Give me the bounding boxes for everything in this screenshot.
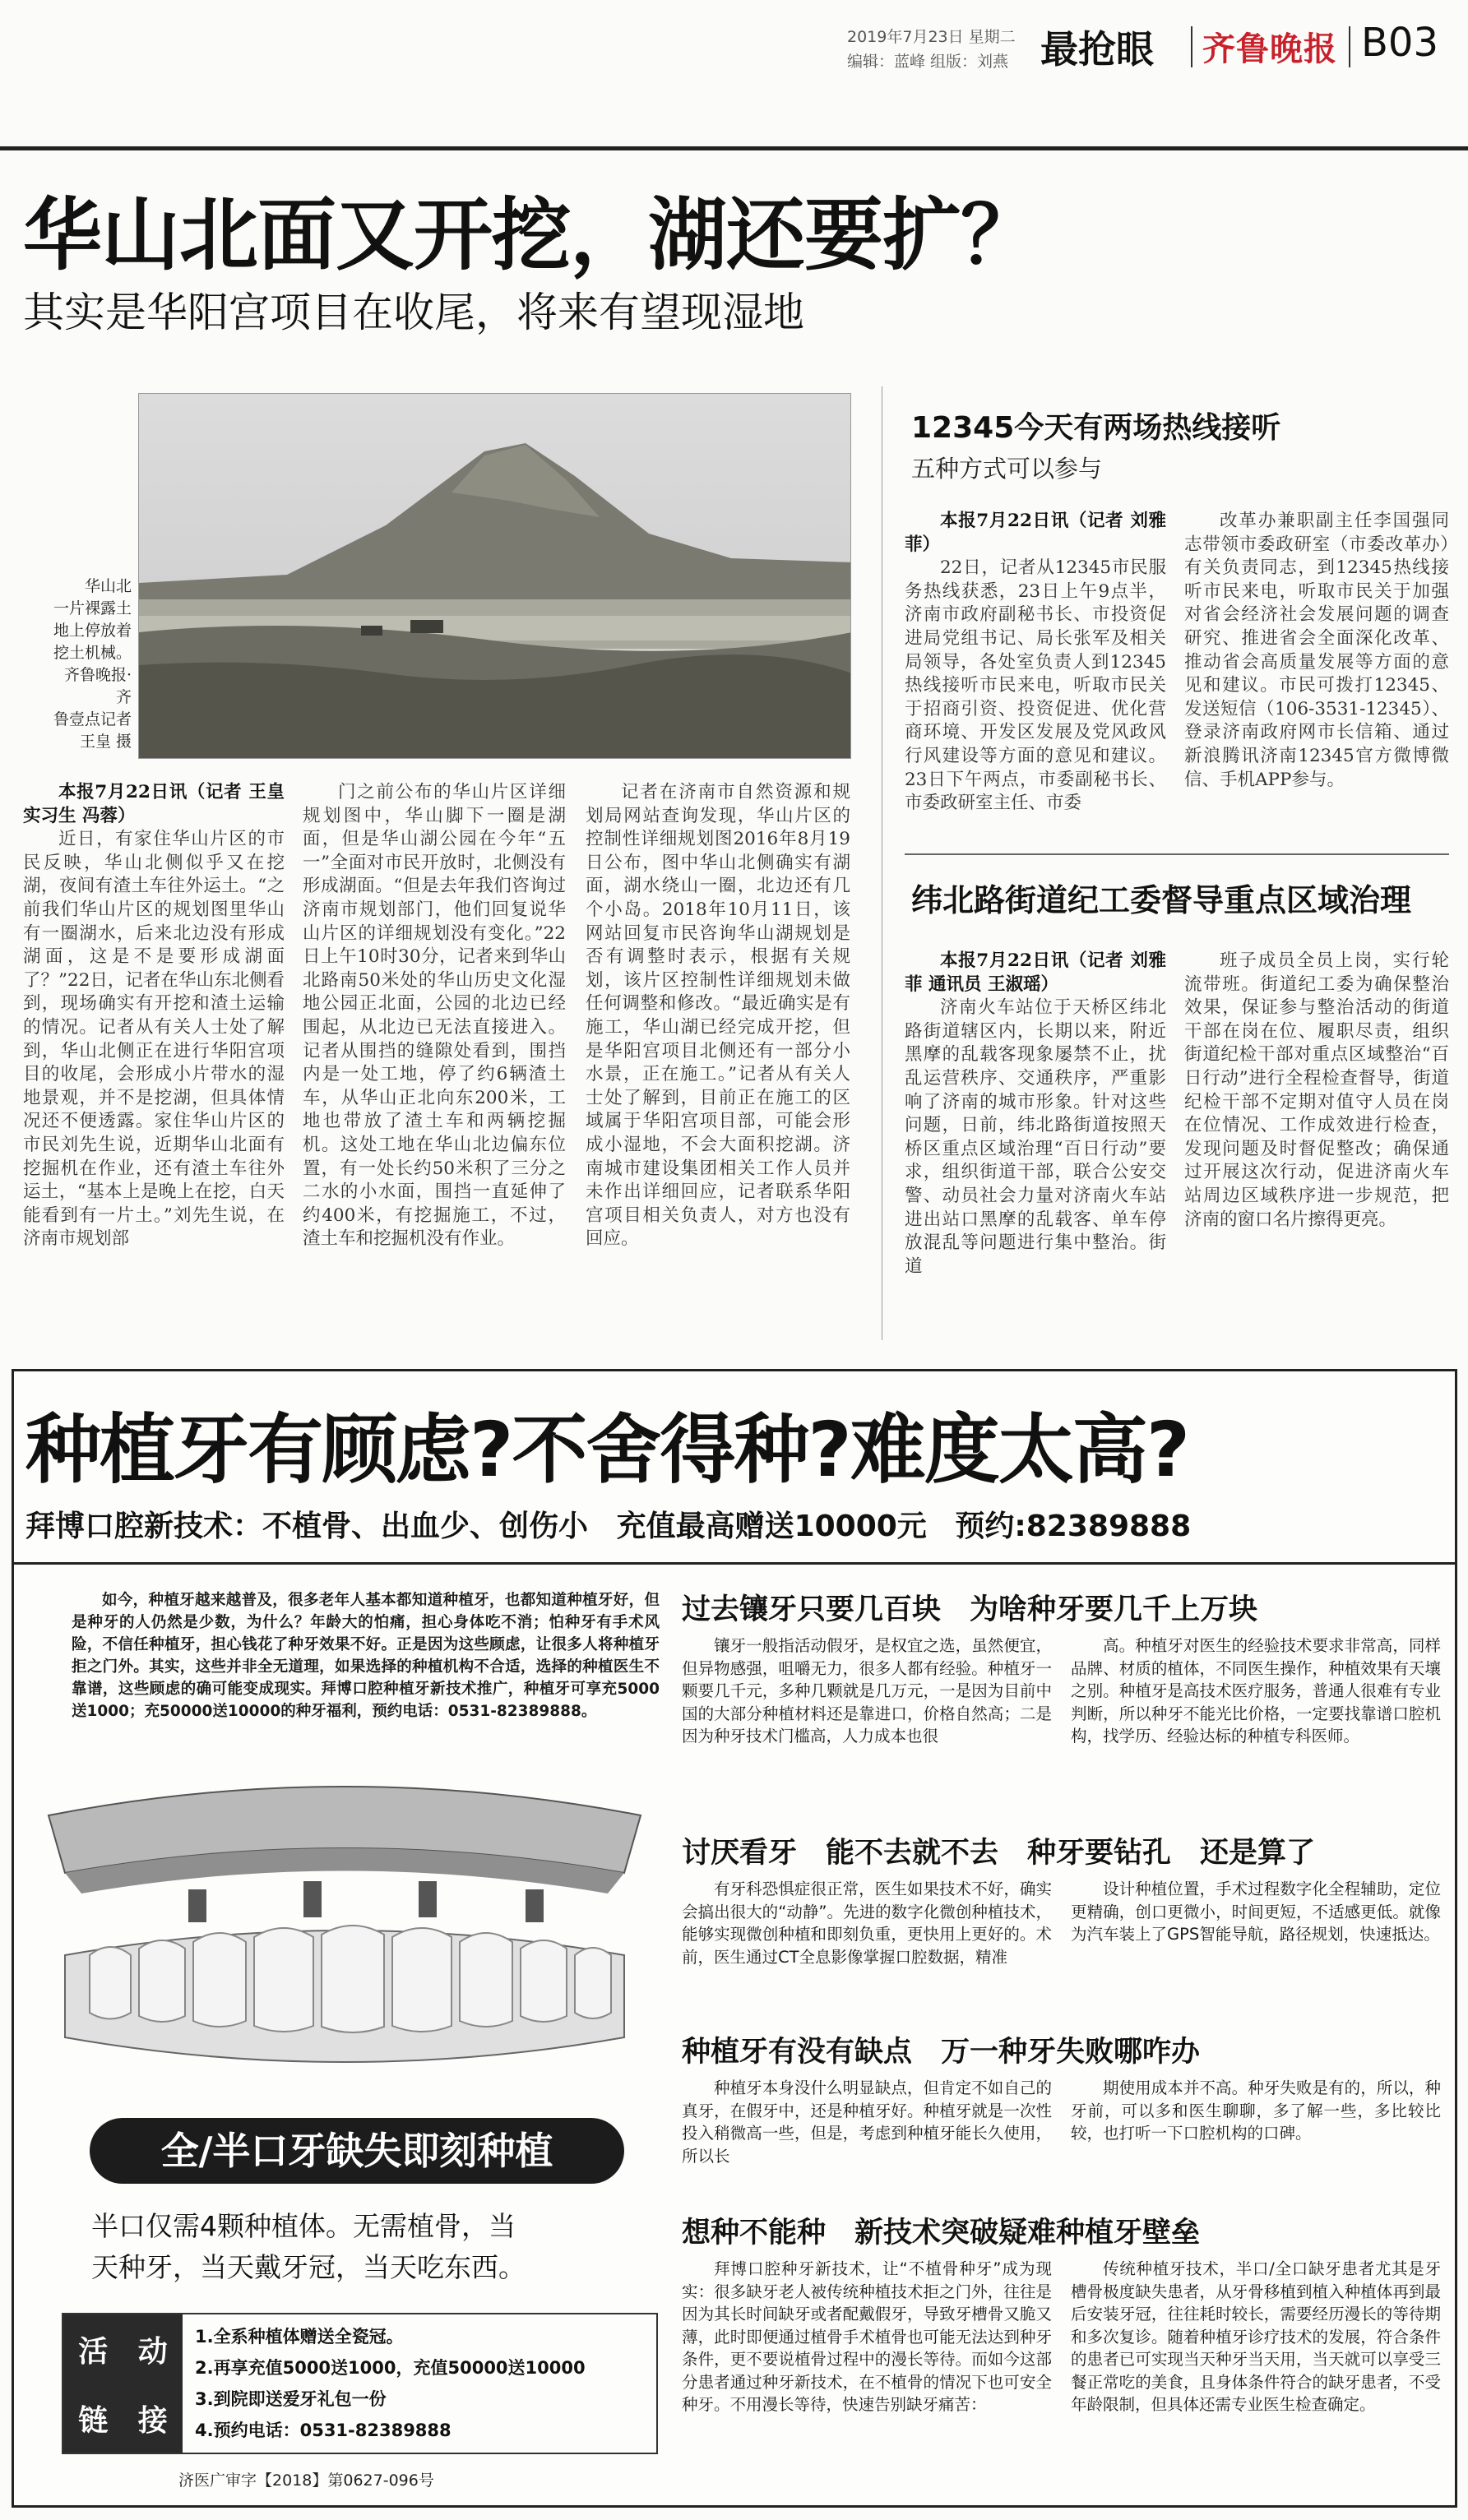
caption-line: 鲁壹点记者	[53, 710, 132, 728]
story2-col-1	[905, 510, 1166, 839]
story2-subhead: 五种方式可以参与	[911, 455, 1103, 483]
photo-caption	[49, 576, 132, 753]
main-byline: 本报7月22日讯（记者 王皇 实习生 冯蓉）	[23, 782, 285, 826]
activity-label	[63, 2314, 183, 2453]
ad-section-text: 高。种植牙对医生的经验技术要求非常高，同样品牌、材质的植体，不同医生操作，种植效果有天壤之别。种植牙是高技术医疗服务，普通人很难有专业判断，所以种牙不能光比价格，一定要找靠谱口腔机构，找学历、经验达标的种植专科医师。	[1071, 1636, 1441, 1746]
ad-phone-line: 预约:82389888	[955, 1510, 1192, 1543]
activity-item: 4.预约电话：0531-82389888	[195, 2421, 452, 2440]
caption-line: 一片裸露土	[53, 599, 132, 617]
story3-col-1	[905, 950, 1166, 1340]
ad-subline	[25, 1503, 1191, 1545]
slogan-line-1: 半口仅需4颗种植体。无需植骨，当	[91, 2210, 516, 2242]
story3-col2-text: 班子成员全员上岗，实行轮流带班。街道纪工委为确保整治效果，保证参与整治活动的街道干部在岗在位、履职尽责，组织街道纪检干部对重点区域整治“百日行动”进行全程检查督导，街道纪检干部不定期对值守人员在岗在位情况、工作成效进行检查，发现问题及时督促整改；确保通过开展这次行动，促进济南火车站周边区域秩序进一步规范，把济南的窗口名片擦得更亮。	[1184, 950, 1449, 1230]
ad-section-text: 镶牙一般指活动假牙，是权宜之选，虽然便宜，但异物感强，咀嚼无力，很多人都有经验。种植牙一颗要几千元，多种几颗就是几万元，一是因为目前中国的大部分种植材料还是靠进口，价格自然高；二是因为种牙技术门槛高，人力成本也很	[682, 1636, 1052, 1746]
ad-tech-line: 拜博口腔新技术：不植骨、出血少、创伤小	[25, 1510, 589, 1543]
implant-illustration	[32, 1766, 657, 2087]
story2-col-2	[1184, 510, 1449, 839]
masthead-divider-2	[1349, 26, 1350, 67]
activity-item: 2.再享充值5000送1000，充值50000送10000	[195, 2358, 586, 2378]
main-headline: 华山北面又开挖，湖还要扩？	[23, 189, 1039, 281]
ad-section-text: 传统种植牙技术，半口/全口缺牙患者尤其是牙槽骨极度缺失患者，从牙骨移植到植入种植体再到最后安装牙冠，往往耗时较长，需要经历漫长的等待期和多次复诊。随着种植牙诊疗技术的发展，符合条件的患者已可实现当天种牙当天用，当天就可以享受三餐正常吃的美食，且身体条件符合的缺牙患者，不受年龄限制，但具体还需专业医生检查确定。	[1071, 2259, 1441, 2414]
story2-col2-text: 改革办兼职副主任李国强同志带领市委政研室（市委改革办）有关负责同志，到12345热线接听市民来电，听取市民关于加强对省会经济社会发展问题的调查研究、推进省会全面深化改革、推动省会高质量发展等方面的意见和建议。市民可拨打12345、发送短信（106-3531-12345）、登录济南政府网市长信箱、通过新浪腾讯济南12345官方微博微信、手机APP参与。	[1184, 511, 1449, 790]
ad-intro: 如今，种植牙越来越普及，很多老年人基本都知道种植牙，也都知道种植牙好，但是种牙的人仍然是少数，为什么？年龄大的怕痛，担心身体吃不消；怕种牙有手术风险，不信任种植牙，担心钱花了种牙效果不好。正是因为这些顾虑，让很多人将种植牙拒之门外。其实，这些并非全无道理，如果选择的种植机构不合适，选择的种植医生不靠谱，这些顾虑的确可能变成现实。拜博口腔种植牙新技术推广，种植牙可享充5000送1000；充50000送10000的种牙福利，预约电话：0531-82389888。	[72, 1592, 660, 1720]
ad-section-title: 想种不能种 新技术突破疑难种植牙壁垒	[682, 2217, 1201, 2250]
editor-credit: 编辑：蓝峰 组版：刘燕	[847, 53, 1009, 71]
story3-col1-text: 济南火车站位于天桥区纬北路街道辖区内，长期以来，附近黑摩的乱载客现象屡禁不止，扰乱运营秩序、交通秩序，严重影响了济南的城市形象。针对这些问题，日前，纬北路街道按照天桥区重点区域治理“百日行动”要求，组织街道干部，联合公安交警、动员社会力量对济南火车站进出站口黑摩的乱载客、单车停放混乱等问题进行集中整治。街道	[905, 997, 1166, 1277]
activity-label-char: 接	[137, 2403, 168, 2438]
story-divider	[905, 853, 1449, 855]
main-col2-text: 门之前公布的华山片区详细规划图中，华山脚下一圈是湖面，但是华山湖公园在今年“五一”全面对市民开放时，北侧没有形成湖面。“但是去年我们咨询过济南市规划部门，他们回复说华山片区的详细规划没有变化。”22日上午10时30分，记者来到华山北路南50米处的华山历史文化湿地公园正北面，公园的北边已经围起，从北边已无法直接进入。记者从围挡的缝隙处看到，围挡内是一处工地，停了约6辆渣土车，从华山正北向东200米，工地也带放了渣土车和两辆挖掘机。这处工地在华山北边偏东位置，有一处长约50米积了三分之二水的小水面，围挡一直延伸了约400米，有挖掘施工，不过，渣土车和挖掘机没有作业。	[303, 782, 566, 1250]
caption-line: 齐鲁晚报·齐	[63, 666, 132, 706]
story3-byline: 本报7月22日讯（记者 刘雅菲 通讯员 王淑瑶）	[905, 950, 1166, 995]
denture-implant-graphic	[32, 1766, 657, 2087]
main-story-col-2	[303, 781, 566, 1340]
section-title: 最抢眼	[1040, 27, 1154, 72]
ad-section-text: 期使用成本并不高。种牙失败是有的，所以，种牙前，可以多和医生聊聊，多了解一些，多比较比较，也打听一下口腔机构的口碑。	[1071, 2078, 1441, 2143]
story3-col-2	[1184, 950, 1449, 1340]
page-number: B03	[1361, 20, 1439, 66]
slogan-line-2: 天种牙，当天戴牙冠，当天吃东西。	[91, 2251, 526, 2283]
caption-line: 华山北	[84, 577, 132, 595]
dental-advertisement	[12, 1369, 1457, 2508]
main-col1-text: 近日，有家住华山片区的市民反映，华山北侧似乎又在挖湖，夜间有渣土车往外运土。“之前我们华山片区的规划图里华山有一圈湖水，后来北边没有形成湖面，这是不是要形成湖面了？”22日，记者在华山东北侧看到，现场确实有开挖和渣土运输的情况。记者从有关人士处了解到，华山北侧正在进行华阳宫项目的收尾，会形成小片带水的湿地景观，并不是挖湖，但具体情况还不便透露。家住华山片区的市民刘先生说，近期华山北面有挖掘机在作业，还有渣土车往外运土，“基本上是晚上在挖，白天能看到有一片土。”刘先生说，在济南市规划部	[23, 829, 285, 1250]
caption-line: 地上停放着	[53, 622, 132, 640]
activity-label-char: 链	[78, 2403, 109, 2438]
activity-item: 3.到院即送爱牙礼包一份	[195, 2389, 387, 2409]
ad-section-title: 讨厌看牙 能不去就不去 种牙要钻孔 还是算了	[682, 1837, 1316, 1870]
ad-section-text: 拜博口腔种牙新技术，让“不植骨种牙”成为现实：很多缺牙老人被传统种植技术拒之门外，往往是因为其长时间缺牙或者配戴假牙，导致牙槽骨又脆又薄，此时即便通过植骨手术植骨也可能无法达到种牙条件，更不要说植骨过程中的漫长等待。而如今这部分患者通过种牙新技术，在不植骨的情况下也可安全种牙。不用漫长等待，快速告别缺牙痛苦：	[682, 2259, 1052, 2414]
paper-logo: 齐鲁晚报	[1202, 30, 1337, 68]
masthead-divider	[1191, 26, 1192, 67]
main-story-col-3	[586, 781, 850, 1340]
ad-section-text: 设计种植位置，手术过程数字化全程辅助，定位更精确，创口更微小，时间更短，不适感更低。就像为汽车装上了GPS智能导航，路径规划，快速抵达。	[1071, 1880, 1441, 1944]
main-photo	[138, 393, 851, 759]
ad-section-text: 有牙科恐惧症很正常，医生如果技术不好，确实会搞出很大的“动静”。先进的数字化微创种植技术，能够实现微创种植和即刻负重，更快用上更好的。术前，医生通过CT全息影像掌握口腔数据，精准	[682, 1880, 1052, 1967]
caption-line: 挖土机械。	[53, 644, 132, 662]
issue-date: 2019年7月23日 星期二	[847, 28, 1016, 46]
activity-list	[195, 2321, 586, 2446]
ad-header-rule	[14, 1562, 1455, 1565]
story2-col1-text: 22日，记者从12345市民服务热线获悉，23日上午9点半，济南市政府副秘书长、市投资促进局党组书记、局长张军及相关局领导，各处室负责人到12345热线接听市民来电，听取市民关于招商引资、投资促进、优化营商环境、开发区发展及党风政风行风建设等方面的意见和建议。23日下午两点，市委副秘书长、市委政研室主任、市委	[905, 557, 1166, 814]
caption-line: 王皇 摄	[79, 733, 132, 751]
ad-section-title: 种植牙有没有缺点 万一种牙失败哪咋办	[682, 2036, 1201, 2069]
story2-byline: 本报7月22日讯（记者 刘雅菲）	[905, 511, 1166, 555]
main-story-col-1	[23, 781, 285, 1340]
ad-section-text: 种植牙本身没什么明显缺点，但肯定不如自己的真牙，在假牙中，还是种植牙好。种植牙就是一次性投入稍微高一些，但是，考虑到种植牙能长久使用，所以长	[682, 2078, 1052, 2166]
activity-label-char: 动	[137, 2334, 168, 2369]
masthead	[0, 0, 1468, 99]
ad-section-title: 过去镶牙只要几百块 为啥种牙要几千上万块	[682, 1593, 1258, 1626]
activity-box	[62, 2313, 658, 2454]
ad-approval-number: 济医广审字【2018】第0627-096号	[178, 2471, 434, 2490]
hill-photo-illustration	[139, 394, 851, 759]
main-subhead: 其实是华阳宫项目在收尾，将来有望现湿地	[23, 289, 804, 336]
activity-item: 1.全系种植体赠送全瓷冠。	[195, 2327, 404, 2347]
main-col3-text: 记者在济南市自然资源和规划局网站查询发现，华山片区的控制性详细规划图2016年8月19日公布，图中华山北侧确实有湖面，湖水绕山一圈，北边还有几个小岛。2018年10月11日，该网站回复市民咨询华山湖规划是否有调整时表示，根据有关规划，该片区控制性详细规划未做任何调整和修改。“最近确实是有施工，华山湖已经完成开挖，但是华阳宫项目北侧还有一部分小水景，正在施工。”记者从有关人士处了解到，目前正在施工的区域属于华阳宫项目部，可能会形成小湿地，不会大面积挖湖。济南城市建设集团相关工作人员并未作出详细回应，记者联系华阳宫项目相关负责人，对方也没有回应。	[586, 782, 850, 1250]
activity-label-char: 活	[78, 2334, 109, 2369]
story3-headline: 纬北路街道纪工委督导重点区域治理	[911, 882, 1412, 918]
story2-headline: 12345今天有两场热线接听	[911, 411, 1281, 445]
ad-headline: 种植牙有顾虑?不舍得种?难度太高?	[25, 1406, 1189, 1494]
masthead-rule	[0, 146, 1468, 150]
ad-bonus-line: 充值最高赠送10000元	[616, 1510, 927, 1543]
instant-implant-banner: 全/半口牙缺失即刻种植	[90, 2118, 624, 2184]
ad-slogan	[91, 2206, 526, 2288]
